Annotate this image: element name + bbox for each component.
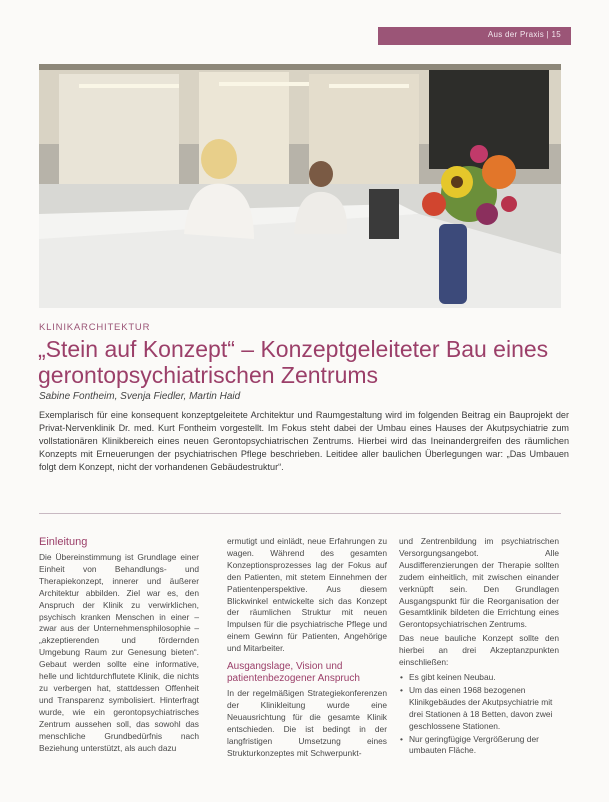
- criteria-list: [399, 672, 559, 757]
- list-item: • Nur geringfügige Vergrößerung der umbauten Fläche.: [409, 734, 559, 758]
- column-3-text: und Zentrenbildung im psychiatrischen Versorgungsangebot. Alle Ausdifferenzierungen der Therapie sollten zudem einheitlich, mit zwischen einander verknüpft sein. Den Grundlagen Ausgangspunkt für die Reorganisation der Gesamtklinik bildeten die Errichtung eines Gerontopsychiatrischen Zentrums.: [399, 536, 559, 630]
- section-heading-ausgangslage: Ausgangslage, Vision und patientenbezogener Anspruch: [227, 661, 360, 685]
- article-intro: Exemplarisch für eine konsequent konzeptgeleitete Architektur und Raumgestaltung wird im folgenden Beitrag ein Bauprojekt der Privat-Nervenklinik Dr. med. Kurt Fontheim vorgestellt. Im Fokus steht dabei der Umbau eines Hauses der Akutpsychiatrie zum vollstationären Klinikbereich eines neuen Gerontopsychiatrischen Zentrums. Hierbei wird das Ineinandergreifen des räumlichen Konzepts mit Erneuerungen der psychiatrischen Pflege beschrieben. Leitidee aller baulichen Überlegungen war: „Das Umbauen folgt dem Konzept, nicht der vorhandenen Gebäudestruktur“.: [39, 410, 569, 472]
- section-tag: KLINIKARCHITEKTUR: [39, 322, 151, 333]
- list-item: • Um das einen 1968 bezogenen Klinikgebäudes der Akutpsychiatrie mit drei Stationen à 18 Betten, davon zwei geschlossene Stationen.: [409, 685, 559, 733]
- column-1: [39, 536, 199, 754]
- column-2-text-2: In der regelmäßigen Strategiekonferenzen der Klinikleitung wurde eine Neuausrichtung für die gesamte Klinik entschieden. Die ist bedingt in der langfristigen Umsetzung eines Strukturkonzeptes mit Schwerpunkt-: [227, 688, 387, 758]
- article-title: „Stein auf Konzept“ – Konzeptgeleiteter Bau eines gerontopsychiatrischen Zentrums: [38, 336, 549, 388]
- column-2-text: ermutigt und einlädt, neue Erfahrungen zu wagen. Während des gesamten Konzeptionsprozesses lag der Fokus auf den Patienten, mit stetem Einnehmen der Patientenperspektive. Aus diesem Blickwinkel entwickelte sich das Konzept der räumlichen Struktur mit neuen Impulsen für die psychiatrische Pflege und einem Gewinn für Patienten, Angehörige und Mitarbeiter.: [227, 536, 387, 654]
- divider: [39, 513, 561, 514]
- column-3: [399, 536, 559, 758]
- article-authors: Sabine Fontheim, Svenja Fiedler, Martin Haid: [39, 391, 241, 402]
- hero-photo: [39, 64, 561, 308]
- column-3-text-2: Das neue bauliche Konzept sollte den hierbei an drei Akzeptanzpunkten einschließen:: [399, 633, 559, 668]
- header-bar: [378, 27, 571, 45]
- column-1-text: Die Übereinstimmung ist Grundlage einer Einheit von Behandlungs- und Therapiekonzept, innerer und äußerer Architektur abbilden. Ziel war es, den Anspruch der Klinik zu verwirklichen, psychisch kranken Menschen in einer – zwar aus der Unternehmensphilosophie – „akzeptierenden und fördernden Umgebung Raum zur Genesung bieten“. Gebaut werden sollte eine informative, helle und lichtdurchflutete Klinik, die nichts zu verbergen hat, stattdessen Offenheit und Transparenz symbolisiert. Hinterfragt wurde, wie ein gerontopsychiatrisches Zentrum aussehen soll, das sowohl das menschliche Grundbedürfnis nach Beziehung unterstützt, als auch dazu: [39, 552, 199, 753]
- column-2: [227, 536, 387, 760]
- section-heading-einleitung: Einleitung: [39, 536, 88, 548]
- header-label: Aus der Praxis | 15: [487, 30, 561, 39]
- list-item: • Es gibt keinen Neubau.: [409, 672, 559, 684]
